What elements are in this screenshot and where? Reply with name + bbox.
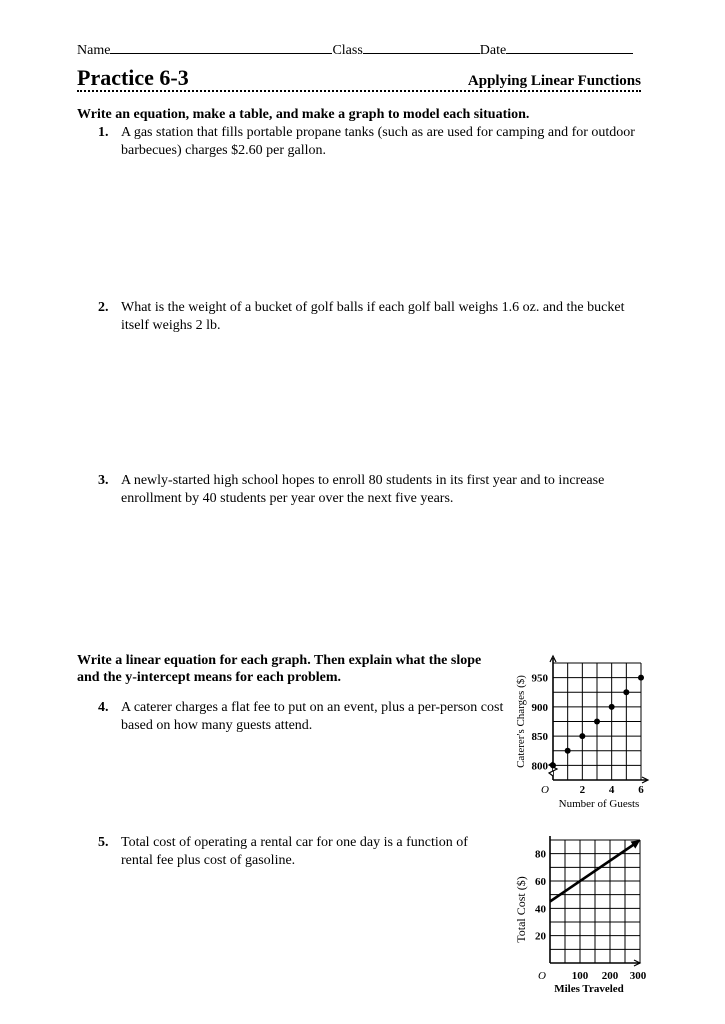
instruction-line: and the y-intercept means for each problem. bbox=[77, 670, 342, 685]
question-number: 2. bbox=[98, 300, 109, 315]
question-text-line: enrollment by 40 students per year over the next five years. bbox=[121, 491, 454, 506]
x-tick-label: 2 bbox=[579, 784, 586, 796]
name-label: Name bbox=[77, 43, 111, 58]
y-axis-label: Total Cost ($) bbox=[514, 876, 528, 943]
y-tick-label: 950 bbox=[531, 672, 548, 685]
instruction-line: Write a linear equation for each graph. Then explain what the slope bbox=[77, 653, 482, 668]
section2-instructions bbox=[77, 652, 481, 686]
class-label: Class bbox=[332, 43, 363, 58]
question-text-line: A newly-started high school hopes to enroll 80 students in its first year and to increase bbox=[121, 473, 605, 488]
question-text-line: Total cost of operating a rental car for one day is a function of bbox=[121, 835, 468, 850]
data-point bbox=[550, 762, 556, 768]
y-axis-label: Caterer's Charges ($) bbox=[515, 675, 527, 768]
y-tick-label: 800 bbox=[531, 760, 548, 773]
title-row bbox=[77, 66, 641, 92]
question-number: 3. bbox=[98, 473, 109, 488]
x-axis-label: Miles Traveled bbox=[554, 983, 624, 995]
student-info-header bbox=[77, 40, 643, 59]
data-point bbox=[609, 704, 615, 710]
x-tick-label: 100 bbox=[571, 970, 589, 982]
y-tick-label: 20 bbox=[535, 930, 546, 943]
question-text bbox=[121, 299, 624, 335]
origin-label: O bbox=[538, 970, 546, 982]
data-point bbox=[579, 733, 585, 739]
caterer-charges-chart bbox=[508, 652, 653, 814]
data-point bbox=[594, 719, 600, 725]
x-axis-label: Number of Guests bbox=[558, 798, 640, 810]
question-text-line: itself weighs 2 lb. bbox=[121, 318, 221, 333]
name-field[interactable] bbox=[110, 40, 332, 54]
question-text-line: A caterer charges a flat fee to put on an event, plus a per-person cost bbox=[121, 700, 504, 715]
question-5 bbox=[98, 834, 518, 874]
question-text-line: based on how many guests attend. bbox=[121, 718, 313, 733]
question-text-line: A gas station that fills portable propane tanks (such as are used for camping and for outdoor bbox=[121, 125, 635, 140]
question-number: 5. bbox=[98, 835, 109, 850]
question-2 bbox=[98, 299, 658, 339]
page-title: Practice 6-3 bbox=[77, 65, 189, 90]
question-4 bbox=[98, 699, 518, 739]
question-1 bbox=[98, 124, 658, 164]
question-text bbox=[121, 472, 604, 508]
date-field[interactable] bbox=[506, 40, 633, 54]
question-text bbox=[121, 124, 635, 160]
section1-instructions: Write an equation, make a table, and make a graph to model each situation. bbox=[77, 107, 530, 122]
data-line bbox=[550, 843, 636, 902]
date-label: Date bbox=[479, 43, 507, 58]
x-tick-label: 300 bbox=[629, 970, 647, 982]
question-3 bbox=[98, 472, 658, 512]
x-tick-label: 4 bbox=[608, 784, 615, 796]
chart-grid bbox=[550, 840, 640, 963]
question-text-line: What is the weight of a bucket of golf balls if each golf ball weighs 1.6 oz. and the bucket bbox=[121, 300, 625, 315]
y-tick-label: 850 bbox=[531, 731, 548, 744]
data-point bbox=[638, 675, 644, 681]
data-point bbox=[565, 748, 571, 754]
y-tick-label: 60 bbox=[535, 876, 546, 888]
class-field[interactable] bbox=[363, 40, 480, 54]
origin-label: O bbox=[541, 784, 549, 796]
question-text-line: rental fee plus cost of gasoline. bbox=[121, 853, 296, 868]
rental-car-cost-chart bbox=[508, 832, 653, 1002]
data-point bbox=[623, 689, 629, 695]
question-text bbox=[121, 699, 503, 735]
y-tick-label: 900 bbox=[531, 701, 548, 714]
x-tick-label: 6 bbox=[638, 784, 644, 796]
question-text bbox=[121, 834, 468, 870]
question-text-line: barbecues) charges $2.60 per gallon. bbox=[121, 143, 326, 158]
x-tick-label: 200 bbox=[601, 970, 619, 982]
question-number: 1. bbox=[98, 125, 109, 140]
question-number: 4. bbox=[98, 700, 109, 715]
y-tick-label: 80 bbox=[535, 848, 546, 861]
y-tick-label: 40 bbox=[535, 903, 546, 916]
page-subtitle: Applying Linear Functions bbox=[467, 73, 641, 89]
